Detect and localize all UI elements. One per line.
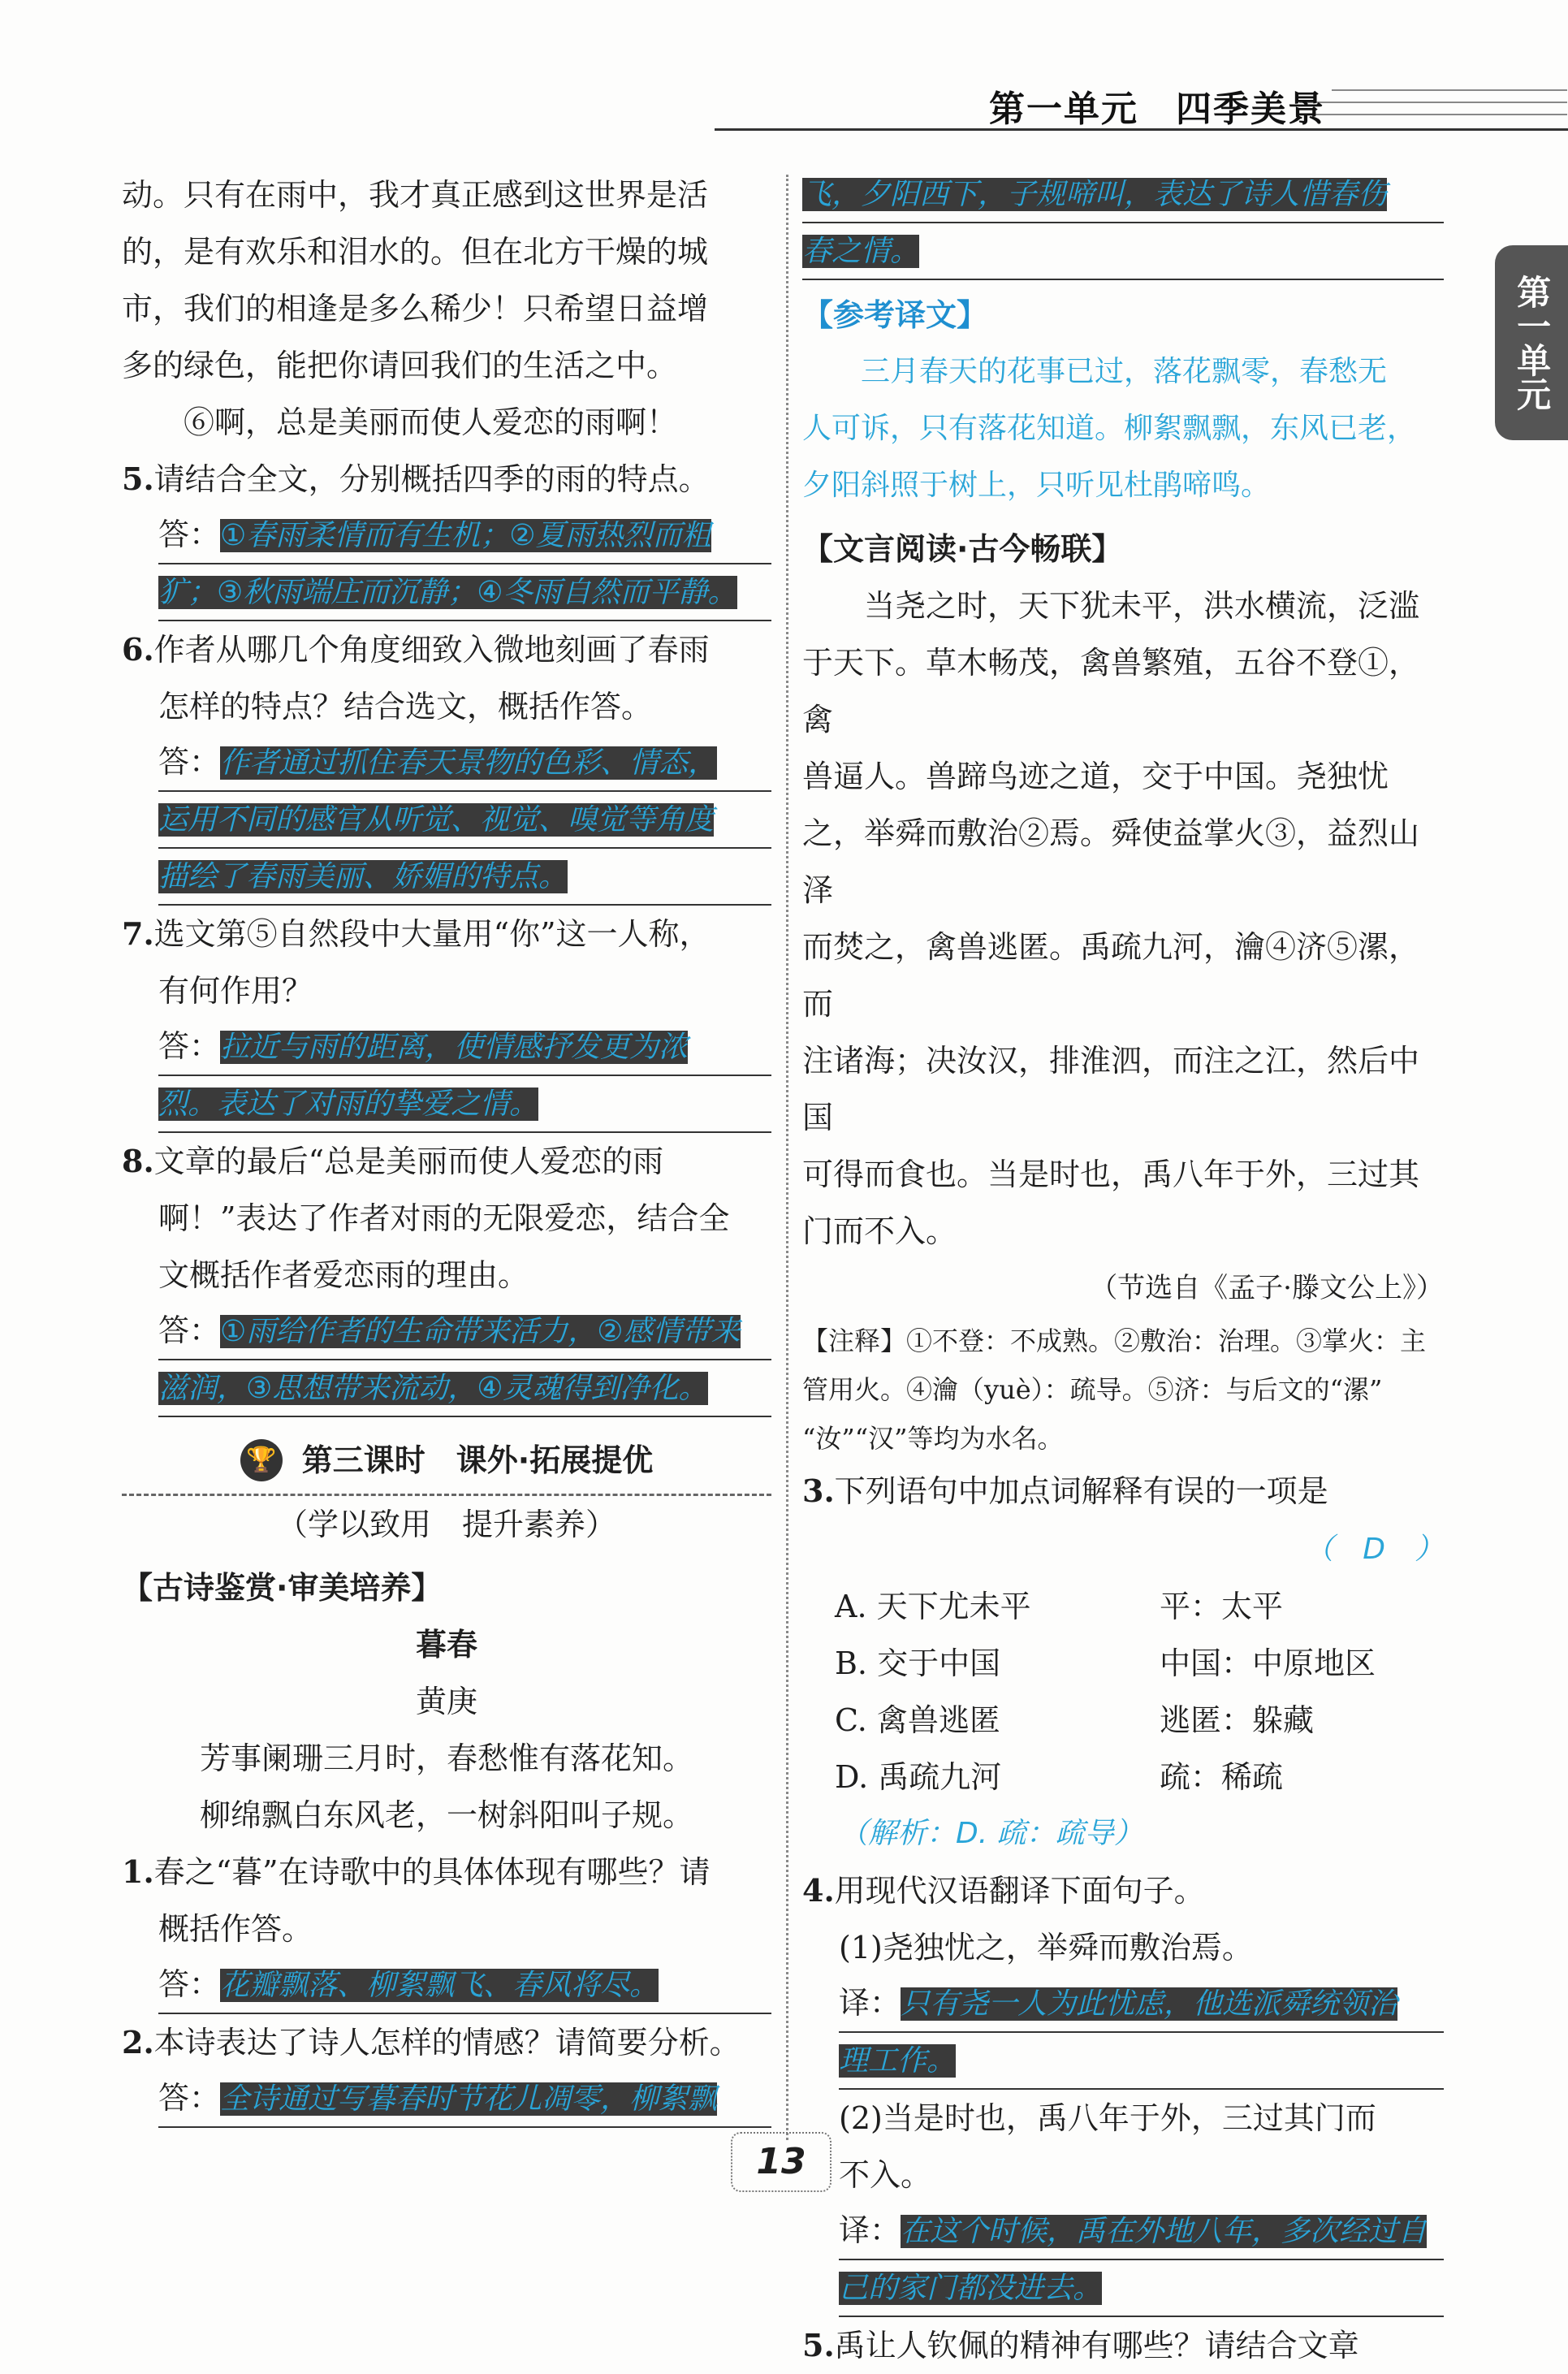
unit-side-tab: 第一单元 <box>1495 245 1568 440</box>
classical-question-4: 4.用现代汉语翻译下面句子。 <box>802 1872 1205 1909</box>
passage-line: 动。只有在雨中，我才真正感到这世界是活 <box>122 177 709 213</box>
poem-answer-2: 答：全诗通过写暮春时节花儿凋零，柳絮飘 <box>122 2071 771 2128</box>
translate-sentence-2: (2)当是时也，禹八年于外，三过其门而 <box>839 2100 1376 2136</box>
poem-question-1-cont: 概括作答。 <box>158 1911 313 1947</box>
poem-line: 芳事阑珊三月时，春愁惟有落花知。 <box>199 1741 693 1776</box>
classical-line: 兽逼人。兽蹄鸟迹之道，交于中国。尧独忧 <box>802 759 1389 794</box>
option-b: B. 交于中国 中国：中原地区 <box>835 1645 1376 1681</box>
poem-question-1: 1.春之“暮”在诗歌中的具体体现有哪些？请 <box>122 1853 711 1890</box>
passage-line: 市，我们的相逢是多么稀少！只希望日益增 <box>122 291 709 326</box>
classical-question-5: 5.禹让人钦佩的精神有哪些？请结合文章 <box>802 2327 1359 2363</box>
classical-line: 当尧之时，天下犹未平，洪水横流，泛滥 <box>864 588 1420 624</box>
translate-sentence-1: (1)尧独忧之，举舜而敷治焉。 <box>839 1930 1253 1965</box>
classical-line: 而焚之，禽兽逃匿。禹疏九河，瀹④济⑤漯，而 <box>802 929 1420 1022</box>
annotation-line: 管用火。④瀹（yuè）：疏导。⑤济：与后文的“漯” <box>802 1374 1383 1405</box>
translate-answer-2: 译：在这个时候，禹在外地八年，多次经过自 己的家门都没进去。 <box>802 2203 1444 2317</box>
classical-line: 于天下。草木畅茂，禽兽繁殖，五谷不登①，禽 <box>802 645 1420 737</box>
left-column <box>122 166 771 2128</box>
classical-question-3: 3.下列语句中加点词解释有误的一项是 <box>802 1472 1328 1509</box>
question-6: 6.作者从哪几个角度细致入微地刻画了春雨 <box>122 631 710 668</box>
classical-line: 门而不入。 <box>802 1213 957 1249</box>
question-7-cont: 有何作用？ <box>158 973 313 1009</box>
annotation-line: 【注释】①不登：不成熟。②敷治：治理。③掌火：主 <box>802 1325 1427 1356</box>
classical-line: 可得而食也。当是时也，禹八年于外，三过其 <box>802 1157 1420 1192</box>
translation-line: 人可诉，只有落花知道。柳絮飘飘，东风已老， <box>802 412 1417 445</box>
poem-answer-1: 答：花瓣飘落、柳絮飘飞、春风将尽。 <box>122 1957 771 2014</box>
option-c: C. 禽兽逃匿 逃匿：躲藏 <box>835 1702 1315 1738</box>
page-number: 13 <box>731 2132 832 2192</box>
unit-title: 第一单元 四季美景 <box>989 89 1325 130</box>
annotations <box>802 1317 1444 1463</box>
question-8-cont: 文概括作者爱恋雨的理由。 <box>158 1257 529 1293</box>
question-6-cont: 怎样的特点？结合选文，概括作答。 <box>158 689 653 724</box>
passage-line: 多的绿色，能把你请回我们的生活之中。 <box>122 348 678 383</box>
source-citation: （节选自《孟子·滕文公上》） <box>1090 1272 1444 1304</box>
passage-paragraph-6: ⑥啊，总是美丽而使人爱恋的雨啊！ <box>184 404 678 440</box>
poem-title: 暮春 <box>415 1626 477 1663</box>
answer-6: 答：作者通过抓住春天景物的色彩、情态， 运用不同的感官从听觉、视觉、嗅觉等角度 描绘了春雨美丽、娇媚的特点。 <box>122 735 771 906</box>
question-8: 8.文章的最后“总是美丽而使人爱恋的雨 <box>122 1143 664 1179</box>
trophy-icon: 🏆 <box>240 1439 283 1481</box>
answer-8: 答：①雨给作者的生命带来活力，②感情带来 滋润，③思想带来流动，④灵魂得到净化。 <box>122 1304 771 1417</box>
question-7: 7.选文第⑤自然段中大量用“你”这一人称， <box>122 915 711 952</box>
translate-answer-1: 译：只有尧一人为此忧虑，他选派舜统领治 理工作。 <box>802 1976 1444 2090</box>
translation-heading: 【参考译文】 <box>802 297 988 333</box>
lesson-subtitle: （学以致用 提升素养） <box>276 1507 616 1542</box>
passage-line: 的，是有欢乐和泪水的。但在北方干燥的城 <box>122 234 709 270</box>
question-5: 5.请结合全文，分别概括四季的雨的特点。 <box>122 461 710 497</box>
answer-bracket: （ D ） <box>1304 1533 1444 1566</box>
right-column <box>802 166 1444 2374</box>
column-divider <box>786 175 788 2140</box>
translation-line: 夕阳斜照于树上，只听见杜鹃啼鸣。 <box>802 469 1271 502</box>
lesson-heading <box>122 1432 771 1489</box>
question-8-cont: 啊！”表达了作者对雨的无限爱恋，结合全 <box>158 1200 730 1236</box>
translate-sentence-2-cont: 不入。 <box>839 2157 932 2193</box>
annotation-line: “汝”“汉”等均为水名。 <box>802 1423 1064 1454</box>
translation-line: 三月春天的花事已过，落花飘零，春愁无 <box>861 355 1388 388</box>
classical-section-heading: 【文言阅读·古今畅联】 <box>802 531 1123 567</box>
answer-7: 答：拉近与雨的距离，使情感抒发更为浓 烈。表达了对雨的挚爱之情。 <box>122 1019 771 1133</box>
poem-answer-2-cont: 飞，夕阳西下，子规啼叫，表达了诗人惜春伤 春之情。 <box>802 166 1444 280</box>
poem-question-2: 2.本诗表达了诗人怎样的情感？请简要分析。 <box>122 2024 741 2060</box>
option-a: A. 天下尤未平 平：太平 <box>835 1589 1284 1624</box>
option-explanation: （解析：D. 疏：疏导） <box>839 1817 1143 1850</box>
option-d: D. 禹疏九河 疏：稀疏 <box>835 1759 1284 1795</box>
poem-author: 黄庚 <box>415 1684 477 1719</box>
poem-section-heading: 【古诗鉴赏·审美培养】 <box>122 1570 443 1606</box>
poem-line: 柳绵飘白东风老，一树斜阳叫子规。 <box>199 1797 693 1833</box>
lesson-title: 第三课时 课外·拓展提优 <box>301 1442 654 1478</box>
classical-line: 注诸海；决汝汉，排淮泗，而注之江，然后中国 <box>802 1043 1420 1135</box>
answer-5: 答：①春雨柔情而有生机；②夏雨热烈而粗 犷；③秋雨端庄而沉静；④冬雨自然而平静。 <box>122 508 771 621</box>
classical-line: 之，举舜而敷治②焉。舜使益掌火③，益烈山泽 <box>802 815 1420 908</box>
